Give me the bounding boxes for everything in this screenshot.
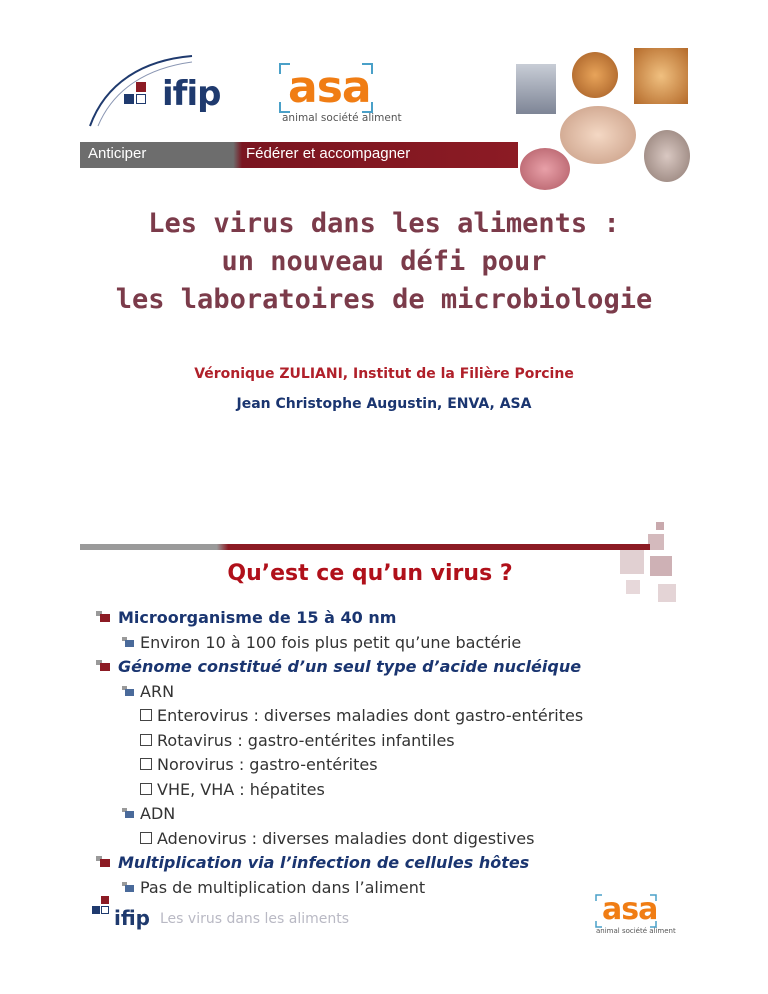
bullet-text: Pas de multiplication dans l’aliment bbox=[140, 877, 426, 897]
bullet-text: ARN bbox=[140, 681, 175, 701]
slide-2-title: Qu’est ce qu’un virus ? bbox=[227, 561, 513, 586]
asa-frame-icon bbox=[278, 62, 374, 114]
bullet-square-icon bbox=[96, 611, 110, 622]
bullet-text: Rotavirus : gastro-entérites infantiles bbox=[157, 730, 455, 750]
bullet-level-3 bbox=[140, 829, 534, 848]
photo-people bbox=[560, 106, 636, 164]
slide-1 bbox=[0, 0, 768, 470]
bullet-text: Enterovirus : diverses maladies dont gastro-entérites bbox=[157, 706, 584, 725]
photo-food bbox=[634, 48, 688, 104]
photo-pig bbox=[644, 130, 690, 182]
bullet-level-1 bbox=[96, 608, 396, 627]
sub-bullet-square-icon bbox=[122, 637, 134, 647]
banner-anticiper: Anticiper bbox=[88, 145, 147, 162]
bullet-text: Adenovirus : diverses maladies dont digestives bbox=[157, 828, 535, 848]
author-1: Véronique ZULIANI, Institut de la Filière Porcine bbox=[194, 366, 574, 382]
footer-ifip-logo: ifip bbox=[114, 906, 150, 930]
sub-bullet-square-icon bbox=[122, 808, 134, 818]
bullet-text: Microorganisme de 15 à 40 nm bbox=[118, 608, 397, 627]
asa-logo bbox=[282, 62, 432, 124]
bullet-text: Norovirus : gastro-entérites bbox=[157, 755, 378, 774]
author-2: Jean Christophe Augustin, ENVA, ASA bbox=[236, 396, 532, 412]
bullet-level-3 bbox=[140, 731, 455, 750]
ifip-squares-icon bbox=[124, 82, 158, 112]
bullet-text: Multiplication via l’infection de cellules hôtes bbox=[118, 853, 530, 872]
slide-2-rule bbox=[80, 544, 650, 550]
bullet-text: Environ 10 à 100 fois plus petit qu’une bactérie bbox=[140, 632, 522, 652]
bullet-square-icon bbox=[96, 856, 110, 867]
bullet-level-2 bbox=[122, 682, 174, 701]
bullet-level-2 bbox=[122, 878, 425, 897]
bullet-text: Génome constitué d’un seul type d’acide nucléique bbox=[118, 657, 582, 676]
asa-tagline: animal société aliment bbox=[282, 112, 402, 124]
title-line: un nouveau défi pour bbox=[221, 246, 547, 277]
sub-bullet-square-icon bbox=[122, 882, 134, 892]
footer-asa-tagline: animal société aliment bbox=[596, 927, 676, 935]
bullet-level-3 bbox=[140, 755, 378, 774]
decorative-squares-icon bbox=[620, 522, 690, 602]
photo-collage bbox=[516, 44, 692, 194]
sub-bullet-square-icon bbox=[122, 686, 134, 696]
footer-asa-logo bbox=[596, 892, 696, 935]
bullet-level-3 bbox=[140, 780, 325, 799]
footer-asa-wordmark: asa bbox=[602, 892, 658, 927]
photo-building bbox=[516, 64, 556, 114]
bullet-level-1 bbox=[96, 657, 581, 676]
title-line: Les virus dans les aliments : bbox=[148, 208, 620, 239]
photo-meat bbox=[520, 148, 570, 190]
bullet-text: VHE, VHA : hépatites bbox=[157, 779, 325, 799]
checkbox-bullet-icon bbox=[140, 734, 152, 746]
checkbox-bullet-icon bbox=[140, 783, 152, 795]
asa-wordmark: asa bbox=[288, 62, 371, 113]
slide-1-title bbox=[60, 205, 708, 319]
bullet-level-2 bbox=[122, 804, 175, 823]
footer-asa-frame-icon bbox=[594, 893, 658, 929]
header-banner bbox=[80, 142, 518, 168]
checkbox-bullet-icon bbox=[140, 709, 152, 721]
checkbox-bullet-icon bbox=[140, 832, 152, 844]
ifip-logo: ifip bbox=[162, 74, 221, 114]
banner-federer: Fédérer et accompagner bbox=[246, 145, 411, 162]
bullet-level-3 bbox=[140, 706, 583, 725]
footer-title: Les virus dans les aliments bbox=[160, 911, 350, 927]
bullet-level-2 bbox=[122, 633, 521, 652]
bullet-level-1 bbox=[96, 853, 529, 872]
bullet-text: ADN bbox=[140, 804, 176, 823]
title-line: les laboratoires de microbiologie bbox=[115, 284, 653, 315]
photo-bread bbox=[572, 52, 618, 98]
bullet-square-icon bbox=[96, 660, 110, 671]
checkbox-bullet-icon bbox=[140, 758, 152, 770]
